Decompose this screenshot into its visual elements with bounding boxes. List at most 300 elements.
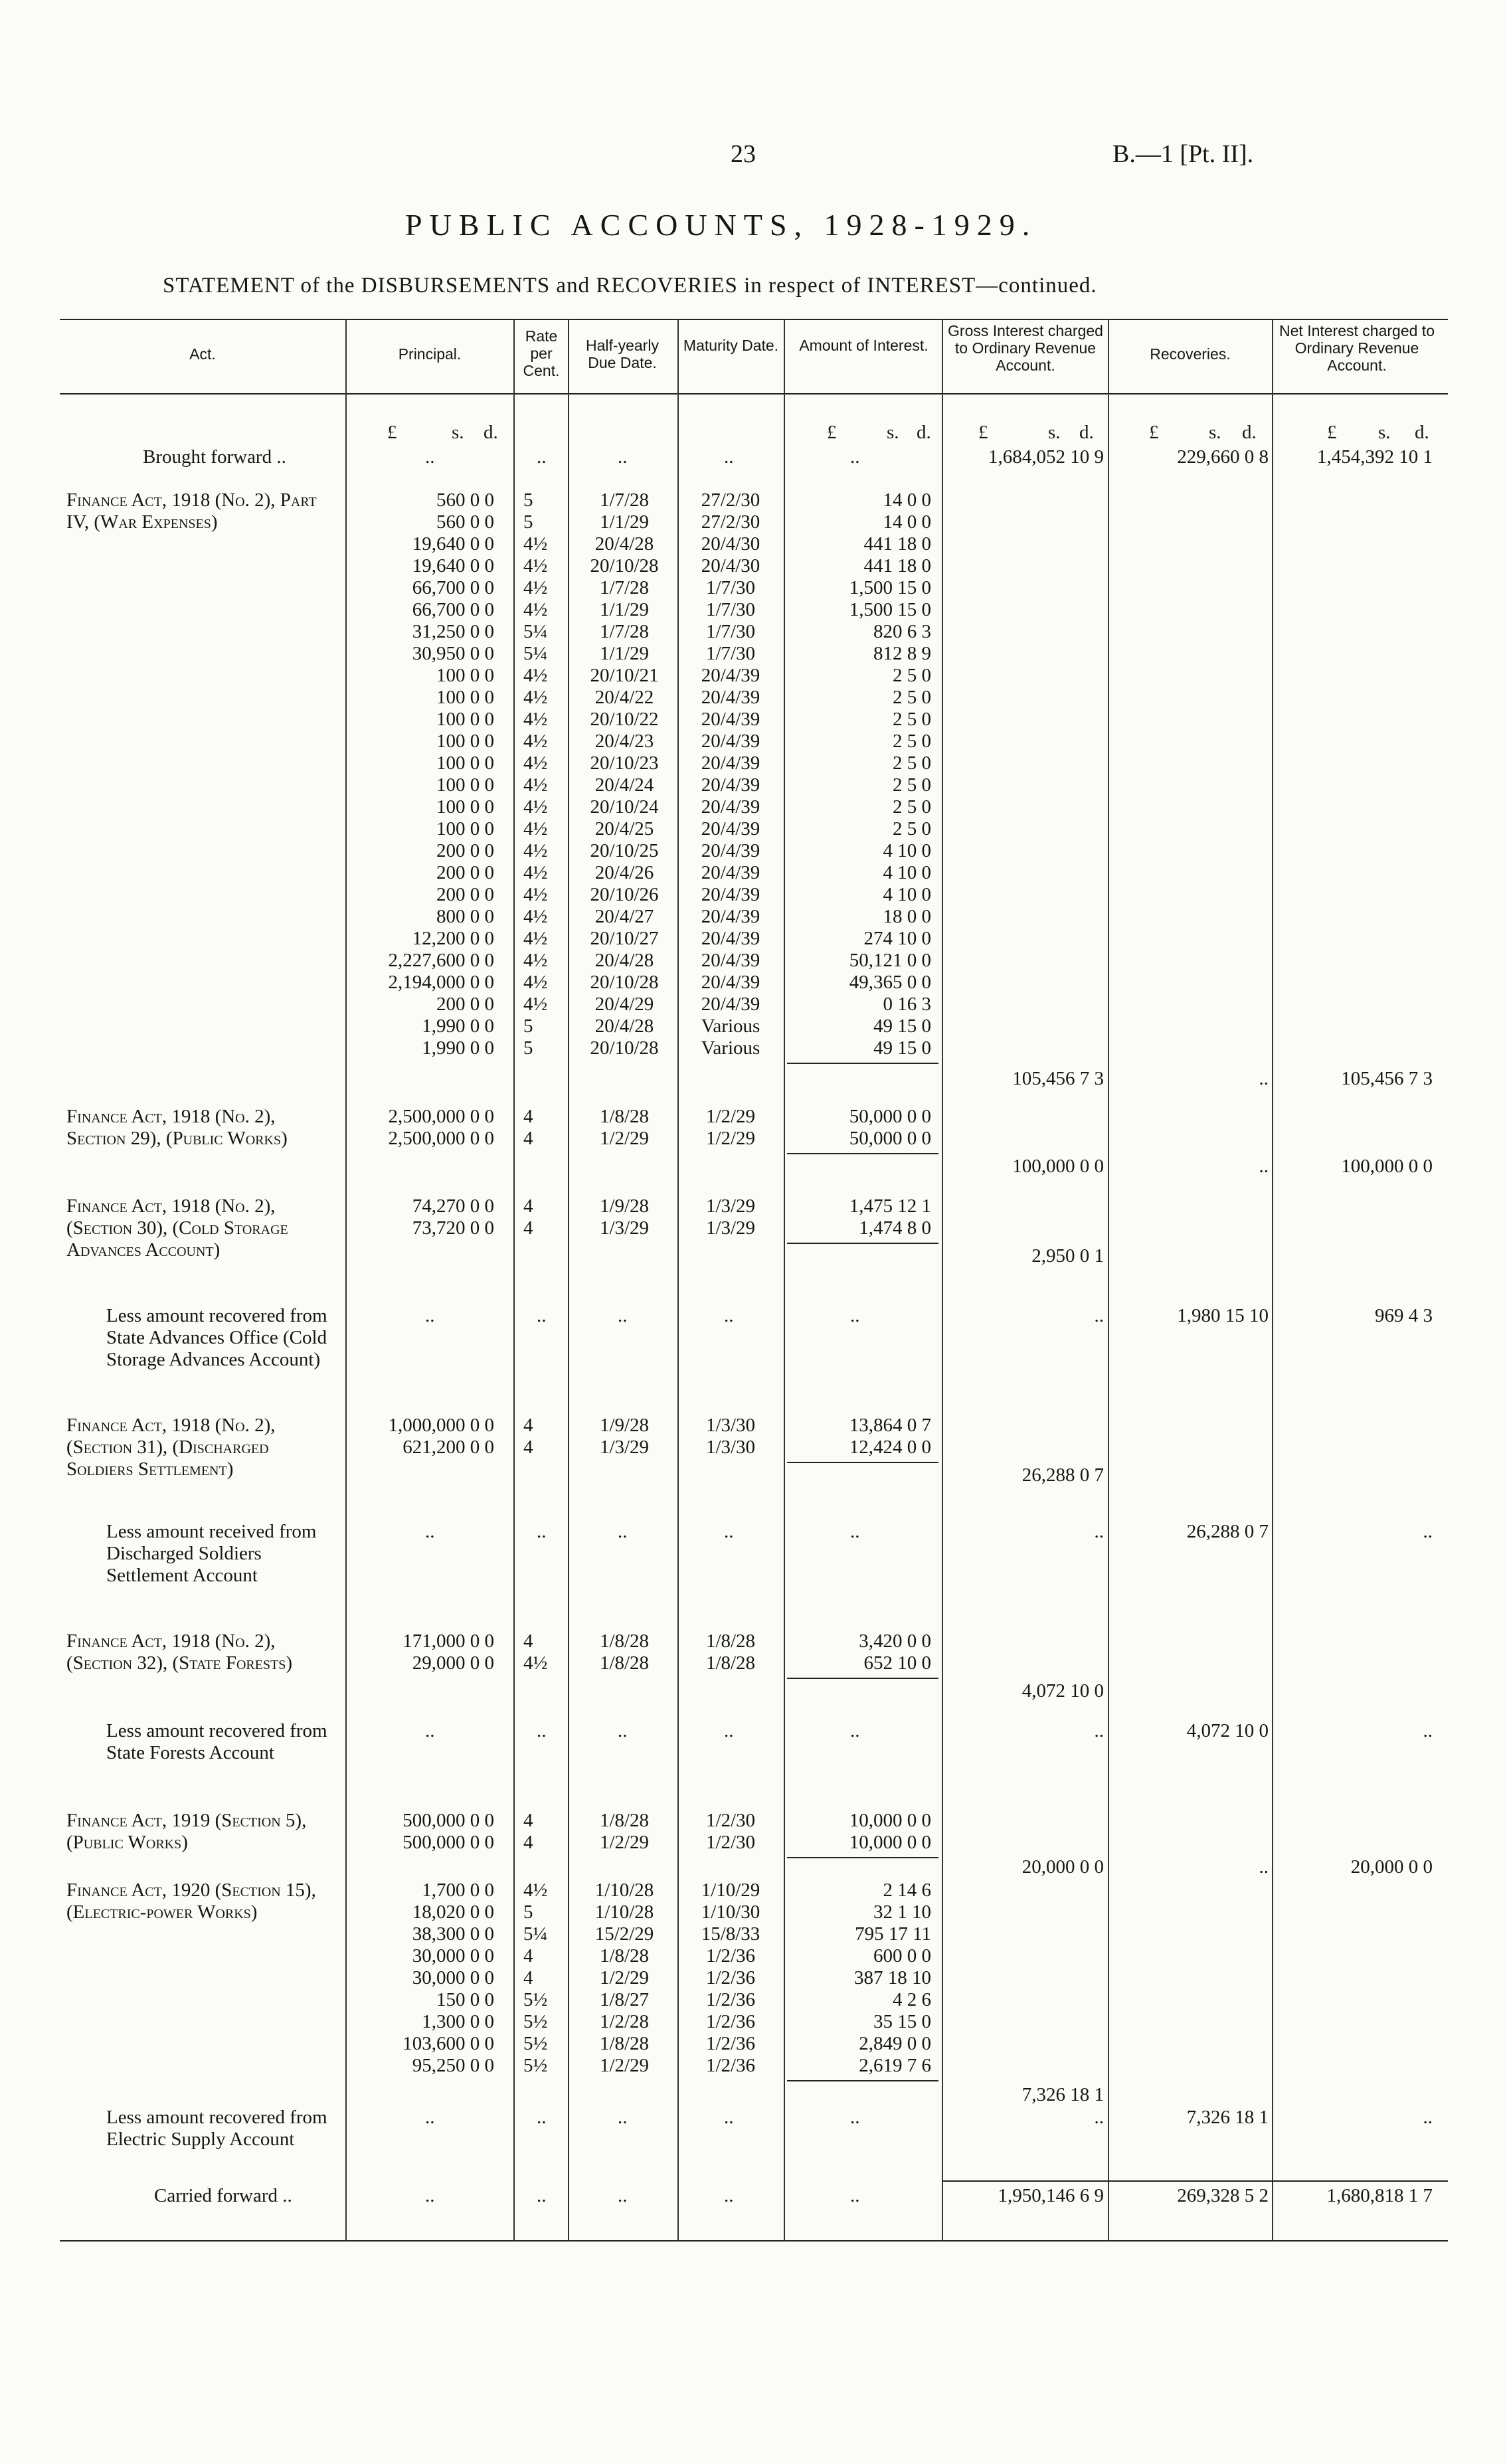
half-yearly-cell: 1/8/28 bbox=[599, 1106, 650, 1127]
maturity-cell: 20/4/39 bbox=[701, 774, 760, 796]
amount-cell: 14 0 0 bbox=[883, 511, 931, 533]
half-yearly-cell: 1/7/28 bbox=[599, 577, 650, 598]
half-yearly-cell: 1/10/28 bbox=[594, 1901, 654, 1923]
statement-heading: STATEMENT of the DISBURSEMENTS and RECOVERIES in respect of INTEREST—continued. bbox=[163, 274, 1097, 298]
half-yearly-cell: 20/4/29 bbox=[594, 994, 654, 1015]
half-yearly-cell: 20/10/28 bbox=[590, 1037, 659, 1059]
amount-cell: 50,000 0 0 bbox=[849, 1106, 931, 1127]
half-yearly-cell: 20/4/22 bbox=[594, 687, 654, 708]
table-row bbox=[0, 533, 1507, 555]
maturity-cell: Various bbox=[701, 1037, 760, 1059]
half-yearly-cell: 20/4/28 bbox=[594, 950, 654, 971]
maturity-cell: 27/2/30 bbox=[701, 511, 760, 533]
rate-cell: 4½ bbox=[523, 752, 548, 774]
amount-cell: 1,500 15 0 bbox=[849, 599, 931, 620]
maturity-cell: 20/4/30 bbox=[701, 533, 760, 555]
half-yearly-cell: 1/2/29 bbox=[599, 2055, 650, 2076]
rate-cell: 4½ bbox=[523, 731, 548, 752]
maturity-cell: .. bbox=[724, 1720, 734, 1741]
principal-cell: .. bbox=[425, 1521, 435, 1542]
net-cell: 969 4 3 bbox=[1375, 1305, 1433, 1326]
amount-cell: 2 14 6 bbox=[883, 1880, 931, 1901]
table-row bbox=[0, 1989, 1507, 2011]
table-row bbox=[0, 972, 1507, 994]
table-row bbox=[0, 577, 1507, 599]
principal-cell: 2,500,000 0 0 bbox=[388, 1106, 494, 1127]
table-row bbox=[0, 2055, 1507, 2077]
gross-cell: 105,456 7 3 bbox=[1012, 1068, 1104, 1089]
principal-cell: 100 0 0 bbox=[436, 665, 494, 686]
table-row bbox=[0, 2033, 1507, 2055]
act-label: Finance Act, 1918 (No. 2), Section 29), (Public Works) bbox=[66, 1106, 288, 1149]
rate-cell: 4½ bbox=[523, 818, 548, 839]
rate-cell: 4 bbox=[523, 1106, 533, 1127]
principal-cell: 74,270 0 0 bbox=[412, 1195, 494, 1217]
recoveries-cell: 26,288 0 7 bbox=[1186, 1521, 1269, 1542]
principal-cell: 1,000,000 0 0 bbox=[388, 1415, 494, 1436]
principal-cell: 12,200 0 0 bbox=[412, 928, 494, 949]
half-yearly-cell: 1/7/28 bbox=[599, 489, 650, 511]
rate-cell: 4½ bbox=[523, 709, 548, 730]
principal-cell: 103,600 0 0 bbox=[402, 2033, 494, 2054]
table-row bbox=[0, 1437, 1507, 1458]
subtotal-rule bbox=[787, 1063, 938, 1064]
amount-cell: 441 18 0 bbox=[863, 555, 931, 576]
half-yearly-cell: 20/4/28 bbox=[594, 1015, 654, 1037]
table-row bbox=[0, 1106, 1507, 1128]
maturity-cell: 1/3/29 bbox=[705, 1195, 756, 1217]
act-label: Finance Act, 1919 (Section 5), (Public Works) bbox=[66, 1810, 307, 1853]
table-row bbox=[0, 1967, 1507, 1989]
table-row bbox=[0, 1832, 1507, 1854]
table-row bbox=[0, 1630, 1507, 1652]
half-yearly-cell: 20/10/21 bbox=[590, 665, 659, 686]
principal-cell: 1,990 0 0 bbox=[422, 1037, 494, 1059]
principal-cell: 1,300 0 0 bbox=[422, 2011, 494, 2032]
table-row bbox=[0, 994, 1507, 1015]
table-row bbox=[0, 796, 1507, 818]
amount-cell: 32 1 10 bbox=[873, 1901, 931, 1923]
rate-cell: 4½ bbox=[523, 906, 548, 927]
rate-cell: 4½ bbox=[523, 533, 548, 555]
maturity-cell: 1/10/29 bbox=[701, 1880, 760, 1901]
maturity-cell: 20/4/39 bbox=[701, 709, 760, 730]
rate-cell: 4 bbox=[523, 1967, 533, 1988]
table-row bbox=[0, 1810, 1507, 1832]
rate-cell: .. bbox=[537, 1720, 547, 1741]
half-yearly-cell: .. bbox=[618, 1521, 628, 1542]
half-yearly-cell: 1/8/28 bbox=[599, 1810, 650, 1831]
principal-cell: 200 0 0 bbox=[436, 994, 494, 1015]
gross-cell: 7,326 18 1 bbox=[1021, 2084, 1104, 2105]
principal-cell: 100 0 0 bbox=[436, 731, 494, 752]
maturity-cell: 20/4/39 bbox=[701, 994, 760, 1015]
principal-cell: 100 0 0 bbox=[436, 709, 494, 730]
principal-cell: 30,000 0 0 bbox=[412, 1945, 494, 1967]
amount-cell: .. bbox=[850, 1720, 860, 1741]
maturity-cell: Various bbox=[701, 1015, 760, 1037]
amount-cell: 4 2 6 bbox=[893, 1989, 931, 2010]
amount-cell: 50,000 0 0 bbox=[849, 1128, 931, 1149]
section-totals-row bbox=[0, 1521, 1507, 1543]
amount-cell: 2 5 0 bbox=[893, 665, 931, 686]
half-yearly-cell: 20/10/25 bbox=[590, 840, 659, 861]
act-label: Less amount received from Discharged Soldiers Settlement Account bbox=[106, 1521, 317, 1586]
amount-cell: 0 16 3 bbox=[883, 994, 931, 1015]
principal-cell: 500,000 0 0 bbox=[402, 1810, 494, 1831]
rate-cell: 5½ bbox=[523, 2011, 548, 2032]
gross-cell: .. bbox=[1094, 1521, 1104, 1542]
principal-cell: 171,000 0 0 bbox=[402, 1630, 494, 1652]
amount-cell: 2 5 0 bbox=[893, 774, 931, 796]
table-row bbox=[0, 2011, 1507, 2033]
rate-cell: 4½ bbox=[523, 1652, 548, 1674]
maturity-cell: 20/4/30 bbox=[701, 555, 760, 576]
half-yearly-cell: 1/8/28 bbox=[599, 2033, 650, 2054]
rate-cell: 5¼ bbox=[523, 1923, 548, 1945]
amount-cell: .. bbox=[850, 2107, 860, 2128]
recoveries-cell: .. bbox=[1259, 1156, 1269, 1177]
table-row bbox=[0, 928, 1507, 950]
table-row bbox=[0, 884, 1507, 906]
amount-cell: 4 10 0 bbox=[883, 840, 931, 861]
recoveries-cell: .. bbox=[1259, 1856, 1269, 1878]
half-yearly-cell: 15/2/29 bbox=[594, 1923, 654, 1945]
amount-cell: 2,619 7 6 bbox=[859, 2055, 931, 2076]
principal-cell: .. bbox=[425, 1720, 435, 1741]
maturity-cell: 20/4/39 bbox=[701, 818, 760, 839]
table-row bbox=[0, 1195, 1507, 1217]
rate-cell: 5 bbox=[523, 1901, 533, 1923]
table-row bbox=[0, 555, 1507, 577]
gross-cell: 20,000 0 0 bbox=[1021, 1856, 1104, 1878]
table-row bbox=[0, 774, 1507, 796]
rate-cell: 4½ bbox=[523, 665, 548, 686]
half-yearly-cell: .. bbox=[618, 1305, 628, 1326]
principal-cell: 100 0 0 bbox=[436, 774, 494, 796]
gross-cell: 2,950 0 1 bbox=[1031, 1245, 1104, 1267]
amount-cell: 2 5 0 bbox=[893, 752, 931, 774]
amount-cell: .. bbox=[850, 1305, 860, 1326]
half-yearly-cell: 20/10/28 bbox=[590, 972, 659, 993]
table-row bbox=[0, 665, 1507, 687]
maturity-cell: 20/4/39 bbox=[701, 906, 760, 927]
principal-cell: 38,300 0 0 bbox=[412, 1923, 494, 1945]
section-totals-row bbox=[0, 1720, 1507, 1742]
amount-cell: 2 5 0 bbox=[893, 687, 931, 708]
amount-cell: 820 6 3 bbox=[873, 621, 931, 642]
amount-cell: 600 0 0 bbox=[873, 1945, 931, 1967]
rate-cell: 5 bbox=[523, 1037, 533, 1059]
half-yearly-cell: 1/2/29 bbox=[599, 1967, 650, 1988]
subtotal-rule bbox=[787, 1678, 938, 1679]
amount-cell: 12,424 0 0 bbox=[849, 1437, 931, 1458]
net-cell: 20,000 0 0 bbox=[1350, 1856, 1433, 1878]
document-reference: B.—1 [Pt. II]. bbox=[1112, 140, 1254, 168]
table-row bbox=[0, 709, 1507, 731]
maturity-cell: 1/2/36 bbox=[705, 1945, 756, 1967]
amount-cell: 49 15 0 bbox=[873, 1015, 931, 1037]
amount-cell: 274 10 0 bbox=[863, 928, 931, 949]
amount-cell: 1,500 15 0 bbox=[849, 577, 931, 598]
table-row bbox=[0, 1415, 1507, 1437]
amount-cell: 13,864 0 7 bbox=[849, 1415, 931, 1436]
net-cell: 105,456 7 3 bbox=[1341, 1068, 1433, 1089]
maturity-cell: 15/8/33 bbox=[701, 1923, 760, 1945]
recoveries-cell: .. bbox=[1259, 1068, 1269, 1089]
principal-cell: 18,020 0 0 bbox=[412, 1901, 494, 1923]
brought-forward-row: Brought forward .. .. .. .. .. .. 1,684,052 10 9 229,660 0 8 1,454,392 10 1 bbox=[143, 446, 1433, 468]
principal-cell: .. bbox=[425, 1305, 435, 1326]
rate-cell: 4½ bbox=[523, 577, 548, 598]
subtotal-rule bbox=[787, 1462, 938, 1463]
gross-cell: .. bbox=[1094, 1305, 1104, 1326]
maturity-cell: .. bbox=[724, 2107, 734, 2128]
net-cell: 100,000 0 0 bbox=[1341, 1156, 1433, 1177]
rate-cell: 4 bbox=[523, 1128, 533, 1149]
half-yearly-cell: 20/4/26 bbox=[594, 862, 654, 883]
table-row bbox=[0, 1880, 1507, 1901]
half-yearly-cell: 20/4/23 bbox=[594, 731, 654, 752]
maturity-cell: 27/2/30 bbox=[701, 489, 760, 511]
maturity-cell: 20/4/39 bbox=[701, 972, 760, 993]
table-row bbox=[0, 950, 1507, 972]
amount-cell: 49,365 0 0 bbox=[849, 972, 931, 993]
amount-cell: 50,121 0 0 bbox=[849, 950, 931, 971]
amount-cell: 4 10 0 bbox=[883, 862, 931, 883]
col-header-half-yearly: Half-yearly Due Date. bbox=[586, 337, 659, 371]
half-yearly-cell: 1/9/28 bbox=[599, 1415, 650, 1436]
principal-cell: 1,990 0 0 bbox=[422, 1015, 494, 1037]
maturity-cell: 1/3/30 bbox=[705, 1437, 756, 1458]
col-header-principal: Principal. bbox=[398, 345, 462, 363]
maturity-cell: 20/4/39 bbox=[701, 884, 760, 905]
page-number: 23 bbox=[731, 140, 756, 168]
net-cell: .. bbox=[1423, 1521, 1433, 1542]
section-totals-row bbox=[0, 1464, 1507, 1486]
amount-cell: 812 8 9 bbox=[873, 643, 931, 664]
half-yearly-cell: 1/2/29 bbox=[599, 1128, 650, 1149]
amount-cell: 2 5 0 bbox=[893, 818, 931, 839]
principal-cell: 560 0 0 bbox=[436, 489, 494, 511]
maturity-cell: 1/7/30 bbox=[705, 577, 756, 598]
rate-cell: 4 bbox=[523, 1832, 533, 1853]
section-totals-row bbox=[0, 1680, 1507, 1702]
section-totals-row bbox=[0, 1245, 1507, 1267]
amount-cell: 1,475 12 1 bbox=[849, 1195, 931, 1217]
maturity-cell: 20/4/39 bbox=[701, 862, 760, 883]
rate-cell: .. bbox=[537, 2107, 547, 2128]
rate-cell: 4½ bbox=[523, 994, 548, 1015]
section-totals-row bbox=[0, 1305, 1507, 1327]
table-row bbox=[0, 1652, 1507, 1674]
principal-cell: .. bbox=[425, 2107, 435, 2128]
rate-cell: 4½ bbox=[523, 840, 548, 861]
rate-cell: 4 bbox=[523, 1437, 533, 1458]
rate-cell: 4 bbox=[523, 1630, 533, 1652]
act-label: Less amount recovered from State Advances Office (Cold Storage Advances Account) bbox=[106, 1305, 327, 1370]
principal-cell: 95,250 0 0 bbox=[412, 2055, 494, 2076]
rate-cell: 4½ bbox=[523, 555, 548, 576]
maturity-cell: 20/4/39 bbox=[701, 796, 760, 818]
gross-cell: .. bbox=[1094, 1720, 1104, 1741]
col-header-amount: Amount of Interest. bbox=[799, 337, 929, 354]
maturity-cell: 20/4/39 bbox=[701, 950, 760, 971]
half-yearly-cell: 20/10/26 bbox=[590, 884, 659, 905]
half-yearly-cell: 1/3/29 bbox=[599, 1437, 650, 1458]
rate-cell: 4½ bbox=[523, 1880, 548, 1901]
principal-cell: 73,720 0 0 bbox=[412, 1217, 494, 1239]
half-yearly-cell: 1/10/28 bbox=[594, 1880, 654, 1901]
carried-forward-rule bbox=[942, 2180, 1448, 2182]
principal-cell: 200 0 0 bbox=[436, 862, 494, 883]
page-title: PUBLIC ACCOUNTS, 1928-1929. bbox=[405, 208, 1037, 242]
principal-cell: 1,700 0 0 bbox=[422, 1880, 494, 1901]
table-bottom-rule bbox=[60, 2240, 1448, 2242]
table-row bbox=[0, 862, 1507, 884]
maturity-cell: 1/2/36 bbox=[705, 1989, 756, 2010]
col-header-rate: Rate per Cent. bbox=[523, 327, 560, 379]
principal-cell: 19,640 0 0 bbox=[412, 533, 494, 555]
half-yearly-cell: 1/8/28 bbox=[599, 1630, 650, 1652]
maturity-cell: 20/4/39 bbox=[701, 731, 760, 752]
principal-cell: 30,950 0 0 bbox=[412, 643, 494, 664]
rate-cell: 4 bbox=[523, 1415, 533, 1436]
amount-cell: 2,849 0 0 bbox=[859, 2033, 931, 2054]
maturity-cell: .. bbox=[724, 1521, 734, 1542]
recoveries-cell: 7,326 18 1 bbox=[1186, 2107, 1269, 2128]
maturity-cell: 1/2/36 bbox=[705, 2055, 756, 2076]
table-row bbox=[0, 599, 1507, 621]
recoveries-cell: 4,072 10 0 bbox=[1186, 1720, 1269, 1741]
amount-cell: 2 5 0 bbox=[893, 709, 931, 730]
principal-cell: 2,227,600 0 0 bbox=[388, 950, 494, 971]
half-yearly-cell: 20/4/27 bbox=[594, 906, 654, 927]
maturity-cell: 1/2/36 bbox=[705, 2033, 756, 2054]
rate-cell: 4½ bbox=[523, 950, 548, 971]
maturity-cell: 1/3/30 bbox=[705, 1415, 756, 1436]
principal-cell: 560 0 0 bbox=[436, 511, 494, 533]
half-yearly-cell: 20/4/25 bbox=[594, 818, 654, 839]
maturity-cell: 1/3/29 bbox=[705, 1217, 756, 1239]
maturity-cell: 20/4/39 bbox=[701, 687, 760, 708]
principal-cell: 200 0 0 bbox=[436, 884, 494, 905]
table-row bbox=[0, 1945, 1507, 1967]
rate-cell: 4½ bbox=[523, 862, 548, 883]
maturity-cell: .. bbox=[724, 1305, 734, 1326]
amount-cell: 10,000 0 0 bbox=[849, 1810, 931, 1831]
col-header-maturity: Maturity Date. bbox=[683, 337, 779, 354]
half-yearly-cell: 20/10/27 bbox=[590, 928, 659, 949]
principal-cell: 19,640 0 0 bbox=[412, 555, 494, 576]
table-row bbox=[0, 1901, 1507, 1923]
maturity-cell: 1/10/30 bbox=[701, 1901, 760, 1923]
gross-cell: 4,072 10 0 bbox=[1021, 1680, 1104, 1702]
amount-cell: 441 18 0 bbox=[863, 533, 931, 555]
maturity-cell: 20/4/39 bbox=[701, 665, 760, 686]
section-totals-row bbox=[0, 2107, 1507, 2129]
maturity-cell: 20/4/39 bbox=[701, 840, 760, 861]
principal-cell: 200 0 0 bbox=[436, 840, 494, 861]
section-totals-row bbox=[0, 1068, 1507, 1090]
rate-cell: 4½ bbox=[523, 687, 548, 708]
principal-cell: 100 0 0 bbox=[436, 752, 494, 774]
rate-cell: 5 bbox=[523, 1015, 533, 1037]
principal-cell: 31,250 0 0 bbox=[412, 621, 494, 642]
maturity-cell: 1/7/30 bbox=[705, 599, 756, 620]
half-yearly-cell: 1/1/29 bbox=[599, 643, 650, 664]
act-label: Finance Act, 1918 (No. 2), (Section 32), (State Forests) bbox=[66, 1630, 293, 1674]
rate-cell: 5 bbox=[523, 511, 533, 533]
maturity-cell: 1/7/30 bbox=[705, 643, 756, 664]
half-yearly-cell: 1/2/28 bbox=[599, 2011, 650, 2032]
principal-cell: 500,000 0 0 bbox=[402, 1832, 494, 1853]
act-label: Less amount recovered from Electric Supply Account bbox=[106, 2107, 327, 2150]
principal-cell: 621,200 0 0 bbox=[402, 1437, 494, 1458]
net-cell: .. bbox=[1423, 2107, 1433, 2128]
header-bottom-rule bbox=[60, 393, 1448, 395]
half-yearly-cell: .. bbox=[618, 1720, 628, 1741]
amount-cell: .. bbox=[850, 1521, 860, 1542]
principal-cell: 100 0 0 bbox=[436, 818, 494, 839]
half-yearly-cell: 20/4/24 bbox=[594, 774, 654, 796]
principal-cell: 30,000 0 0 bbox=[412, 1967, 494, 1988]
principal-cell: 2,500,000 0 0 bbox=[388, 1128, 494, 1149]
amount-cell: 35 15 0 bbox=[873, 2011, 931, 2032]
half-yearly-cell: .. bbox=[618, 2107, 628, 2128]
table-row bbox=[0, 1037, 1507, 1059]
table-row bbox=[0, 1128, 1507, 1150]
col-header-recoveries: Recoveries. bbox=[1150, 345, 1231, 363]
rate-cell: 4½ bbox=[523, 928, 548, 949]
col-header-net: Net Interest charged to Ordinary Revenue Account. bbox=[1279, 322, 1435, 374]
amount-cell: 10,000 0 0 bbox=[849, 1832, 931, 1853]
act-label: Finance Act, 1918 (No. 2), (Section 31), (Discharged Soldiers Settlement) bbox=[66, 1415, 276, 1480]
half-yearly-cell: 1/3/29 bbox=[599, 1217, 650, 1239]
principal-cell: 2,194,000 0 0 bbox=[388, 972, 494, 993]
rate-cell: 4½ bbox=[523, 972, 548, 993]
amount-cell: 387 18 10 bbox=[854, 1967, 931, 1988]
section-totals-row bbox=[0, 1856, 1507, 1878]
col-header-act: Act. bbox=[189, 345, 216, 363]
half-yearly-cell: 1/8/27 bbox=[599, 1989, 650, 2010]
table-row bbox=[0, 621, 1507, 643]
rate-cell: 4½ bbox=[523, 599, 548, 620]
maturity-cell: 1/2/36 bbox=[705, 1967, 756, 1988]
amount-cell: 3,420 0 0 bbox=[859, 1630, 931, 1652]
amount-cell: 2 5 0 bbox=[893, 731, 931, 752]
rate-cell: 5 bbox=[523, 489, 533, 511]
rate-cell: 5¼ bbox=[523, 621, 548, 642]
rate-cell: .. bbox=[537, 1521, 547, 1542]
section-totals-row bbox=[0, 2084, 1507, 2106]
principal-cell: 100 0 0 bbox=[436, 796, 494, 818]
subtotal-rule bbox=[787, 2080, 938, 2081]
act-label: Finance Act, 1918 (No. 2), (Section 30), (Cold Storage Advances Account) bbox=[66, 1195, 288, 1261]
maturity-cell: 20/4/39 bbox=[701, 928, 760, 949]
half-yearly-cell: 1/8/28 bbox=[599, 1945, 650, 1967]
table-row bbox=[0, 752, 1507, 774]
gross-cell: .. bbox=[1094, 2107, 1104, 2128]
amount-cell: 652 10 0 bbox=[863, 1652, 931, 1674]
section-totals-row bbox=[0, 1156, 1507, 1178]
table-row bbox=[0, 818, 1507, 840]
act-label: Finance Act, 1918 (No. 2), Part IV, (War Expenses) bbox=[66, 489, 317, 533]
maturity-cell: 1/2/30 bbox=[705, 1810, 756, 1831]
rate-cell: .. bbox=[537, 1305, 547, 1326]
rate-cell: 4½ bbox=[523, 774, 548, 796]
half-yearly-cell: 1/8/28 bbox=[599, 1652, 650, 1674]
